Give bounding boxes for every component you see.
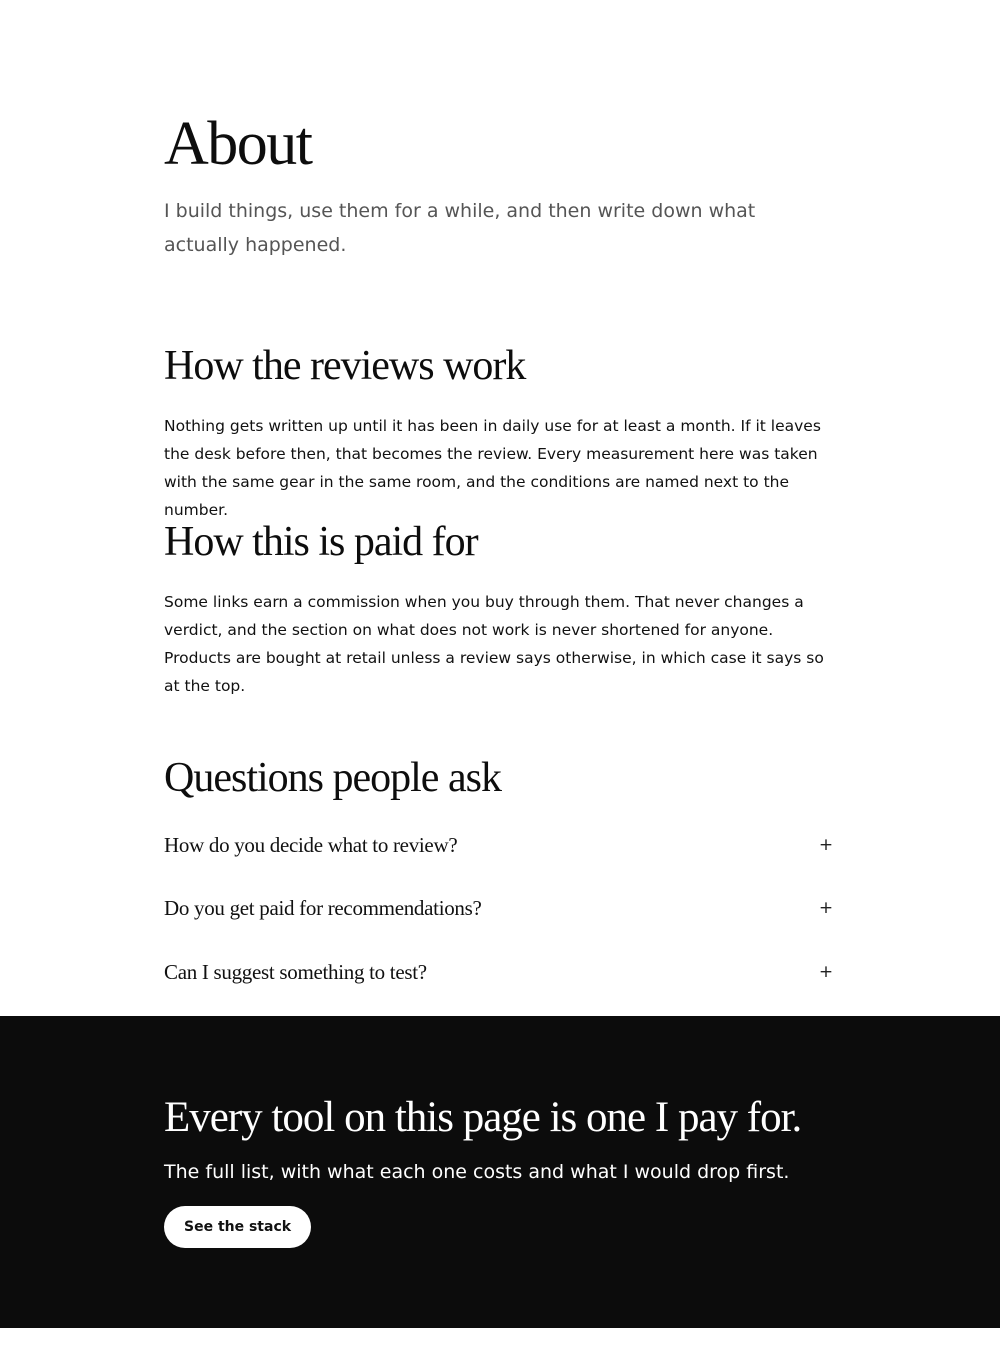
faq-question: Can I suggest something to test? <box>164 959 427 984</box>
cta-title: Every tool on this page is one I pay for. <box>164 1094 802 1141</box>
faq-item-paid-recommendations[interactable] <box>164 888 836 928</box>
section-heading-funding: How this is paid for <box>164 519 478 565</box>
page-lead: I build things, use them for a while, and then write down what actually happened. <box>164 200 756 256</box>
see-the-stack-button[interactable]: See the stack <box>164 1206 311 1248</box>
cta-banner <box>0 1016 1000 1328</box>
plus-icon[interactable]: + <box>818 835 834 855</box>
faq-heading: Questions people ask <box>164 755 501 801</box>
faq-item-suggest-test[interactable] <box>164 952 836 992</box>
plus-icon[interactable]: + <box>818 962 834 982</box>
cta-subtitle: The full list, with what each one costs and what I would drop first. <box>164 1161 790 1183</box>
faq-question: How do you decide what to review? <box>164 832 458 857</box>
section-body-funding: Some links earn a commission when you buy through them. That never changes a verdict, and the section on what does not work is never shortened for anyone. Products are bought at retail unless a review says otherwise, in which case it says so at the top. <box>164 593 824 695</box>
faq-item-decide-review[interactable] <box>164 825 836 865</box>
section-body-reviews: Nothing gets written up until it has been in daily use for at least a month. If it leaves the desk before then, that becomes the review. Every measurement here was taken with the same gear in the same room, and the conditions are named next to the number. <box>164 417 821 519</box>
faq-question: Do you get paid for recommendations? <box>164 895 482 920</box>
section-heading-reviews: How the reviews work <box>164 343 526 389</box>
page-title: About <box>164 110 312 178</box>
plus-icon[interactable]: + <box>818 898 834 918</box>
